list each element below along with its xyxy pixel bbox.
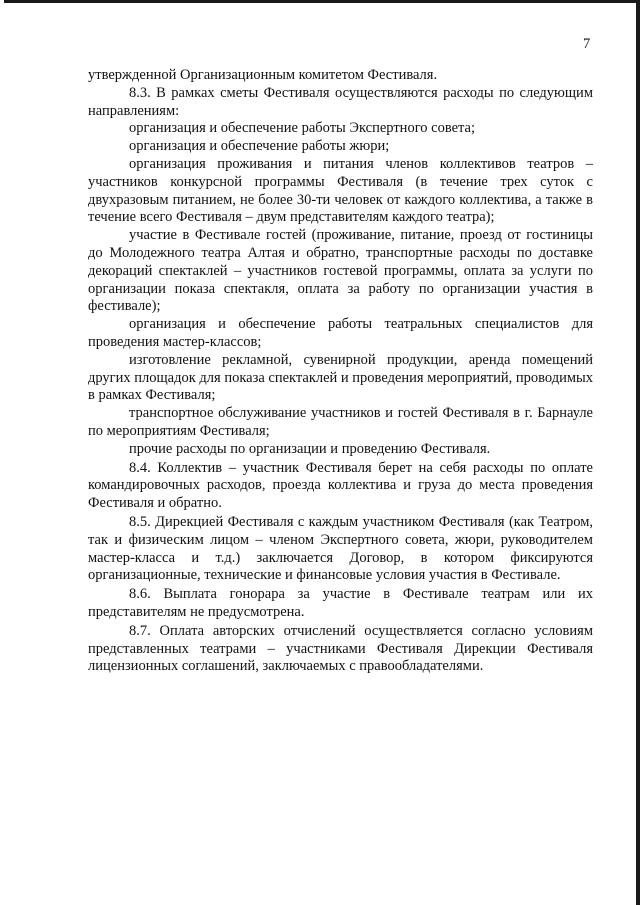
scan-edge-right bbox=[636, 0, 640, 905]
scan-edge-top bbox=[4, 0, 636, 3]
list-item: прочие расходы по организации и проведению Фестиваля. bbox=[129, 440, 491, 457]
paragraph-continuation: утвержденной Организационным комитетом Фестиваля. bbox=[88, 67, 438, 83]
document-body bbox=[88, 67, 593, 676]
list-item: организация и обеспечение работы театральных специалистов для проведения мастер-классов; bbox=[88, 316, 593, 350]
list-item: участие в Фестивале гостей (проживание, питание, проезд от гостиницы до Молодежного театра Алтая и обратно, транспортные расходы по доставке декораций спектаклей – участников гостевой программы, оплата за услуги по организации показа спектакля, оплата за работу по организации участия в фестивале); bbox=[88, 227, 593, 315]
list-item: транспортное обслуживание участников и гостей Фестиваля в г. Барнауле по мероприятиям Фестиваля; bbox=[88, 405, 593, 439]
list-item: организация и обеспечение работы жюри; bbox=[129, 138, 390, 155]
list-item: организация проживания и питания членов коллективов театров – участников конкурсной программы Фестиваля (в течение трех суток с двухразовым питанием, не более 30-ти человек от каждого коллектива, а также в течение всего Фестиваля – двум представителям каждого театра); bbox=[88, 155, 593, 226]
paragraph-8-7: 8.7. Оплата авторских отчислений осуществляется согласно условиям представленных театрами – участниками Фестиваля Дирекции Фестиваля лицензионных соглашений, заключаемых с правообладателями. bbox=[88, 622, 593, 675]
page-number: 7 bbox=[583, 36, 591, 52]
list-item: организация и обеспечение работы Экспертного совета; bbox=[129, 120, 476, 137]
list-item: изготовление рекламной, сувенирной продукции, аренда помещений других площадок для показа спектаклей и проведения мероприятий, проводимых в рамках Фестиваля; bbox=[88, 351, 593, 404]
paragraph-8-3: 8.3. В рамках сметы Фестиваля осуществляются расходы по следующим направлениям: bbox=[88, 84, 593, 119]
paragraph-8-5: 8.5. Дирекцией Фестиваля с каждым участником Фестиваля (как Театром, так и физическим лицом – членом Экспертного совета, жюри, руководителем мастер-класса и т.д.) заключается Договор, в котором фиксируются организационные, технические и финансовые условия участия в Фестивале. bbox=[88, 513, 593, 584]
paragraph-8-4: 8.4. Коллектив – участник Фестиваля берет на себя расходы по оплате командировочных расходов, проезда коллектива и груза до места проведения Фестиваля и обратно. bbox=[88, 459, 593, 512]
paragraph-8-6: 8.6. Выплата гонорара за участие в Фестивале театрам или их представителям не предусмотрена. bbox=[88, 586, 593, 620]
